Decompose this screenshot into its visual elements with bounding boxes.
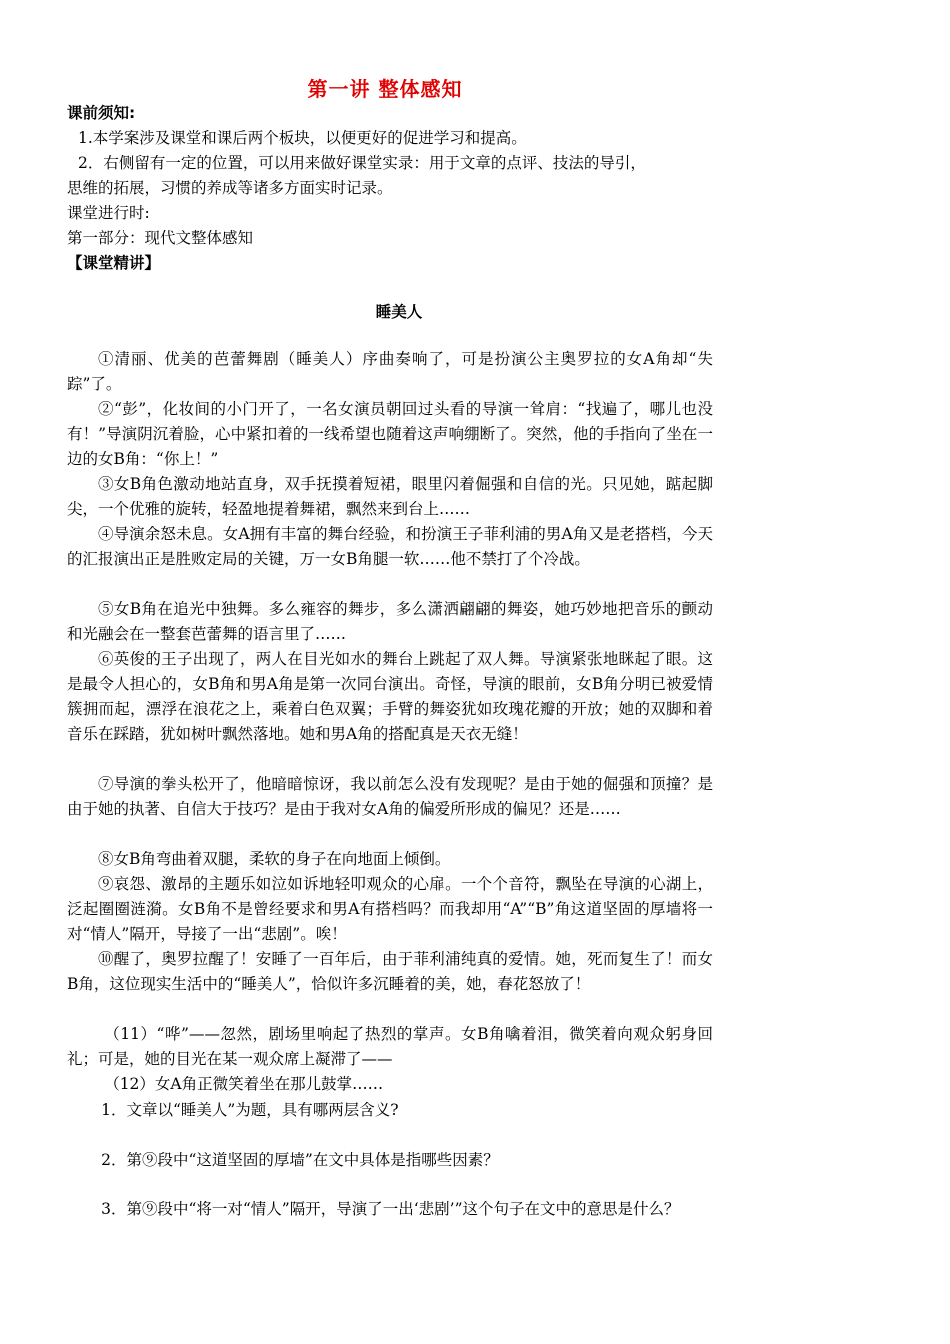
part-1-heading: 第一部分：现代文整体感知 [67, 229, 254, 247]
paragraph-10: ⑩醒了，奥罗拉醒了！安睡了一百年后，由于菲利浦纯真的爱情。她，死而复生了！而女B角，这位现实生活中的“睡美人”，恰似许多沉睡着的美，她，春花怒放了！ [67, 950, 713, 993]
question-1: 1．文章以“睡美人”为题，具有哪两层含义? [101, 1101, 399, 1119]
paragraph-1: ①清丽、优美的芭蕾舞剧（睡美人）序曲奏响了，可是扮演公主奥罗拉的女A角却“失踪”了。 [67, 350, 713, 393]
note-2a: 2．右侧留有一定的位置，可以用来做好课堂实录：用于文章的点评、技法的导引， [78, 154, 646, 172]
paragraph-6: ⑥英俊的王子出现了，两人在目光如水的舞台上跳起了双人舞。导演紧张地眯起了眼。这是最令人担心的，女B角和男A角是第一次同台演出。奇怪，导演的眼前，女B角分明已被爱情簇拥而起，漂浮在浪花之上，乘着白色双翼；手臂的舞姿犹如玫瑰花瓣的开放；她的双脚和着音乐在踩踏，犹如树叶飘然落地。她和男A角的搭配真是天衣无缝！ [67, 650, 713, 743]
note-2b: 思维的拓展，习惯的养成等诸多方面实时记录。 [67, 179, 393, 197]
paragraph-9: ⑨哀怨、激昂的主题乐如泣如诉地轻叩观众的心扉。一个个音符，飘坠在导演的心湖上，泛起圈圈涟漪。女B角不是曾经要求和男A有搭档吗？而我却用“A”“B”角这道坚固的厚墙将一对“情人”隔开，导接了一出“悲剧”。唉！ [67, 875, 713, 943]
paragraph-7: ⑦导演的拳头松开了，他暗暗惊讶，我以前怎么没有发现呢？是由于她的倔强和顶撞？是由于她的执著、自信大于技巧？是由于我对女A角的偏爱所形成的偏见？还是…… [67, 775, 713, 818]
in-class-label: 课堂进行时: [67, 204, 150, 222]
paragraph-4: ④导演余怒未息。女A拥有丰富的舞台经验，和扮演王子菲利浦的男A角又是老搭档，今天的汇报演出正是胜败定局的关键，万一女B角腿一软……他不禁打了个冷战。 [67, 525, 713, 568]
lesson-title: 第一讲 整体感知 [307, 77, 463, 101]
section-heading: 【课堂精讲】 [67, 254, 161, 272]
paragraph-3: ③女B角色激动地站直身，双手抚摸着短裙，眼里闪着倔强和自信的光。只见她，踮起脚尖，一个优雅的旋转，轻盈地提着舞裙，飘然来到台上…… [67, 475, 713, 518]
paragraph-12: （12）女A角正微笑着坐在那儿鼓掌…… [104, 1075, 384, 1093]
pre-class-label: 课前须知: [67, 104, 136, 122]
note-1: 1.本学案涉及课堂和课后两个板块，以便更好的促进学习和提高。 [78, 129, 527, 147]
paragraph-2: ②“彭”，化妆间的小门开了，一名女演员朝回过头看的导演一耸肩：“找遍了，哪儿也没有！”导演阴沉着脸，心中紧扣着的一线希望也随着这声响绷断了。突然，他的手指向了坐在一边的女B角：“你上！” [67, 400, 713, 468]
paragraph-8: ⑧女B角弯曲着双腿，柔软的身子在向地面上倾倒。 [98, 850, 451, 868]
question-3: 3．第⑨段中“将一对“情人”隔开，导演了一出‘悲剧’”这个句子在文中的意思是什么？ [101, 1200, 680, 1218]
question-2: 2．第⑨段中“这道坚固的厚墙”在文中具体是指哪些因素？ [101, 1151, 499, 1169]
paragraph-5: ⑤女B角在追光中独舞。多么雍容的舞步，多么潇洒翩翩的舞姿，她巧妙地把音乐的颤动和光融会在一整套芭蕾舞的语言里了…… [67, 600, 713, 643]
paragraph-11: （11）“哗”——忽然，剧场里响起了热烈的掌声。女B角噙着泪，微笑着向观众躬身回礼；可是，她的目光在某一观众席上凝滞了—— [67, 1025, 713, 1068]
article-title: 睡美人 [375, 303, 423, 321]
